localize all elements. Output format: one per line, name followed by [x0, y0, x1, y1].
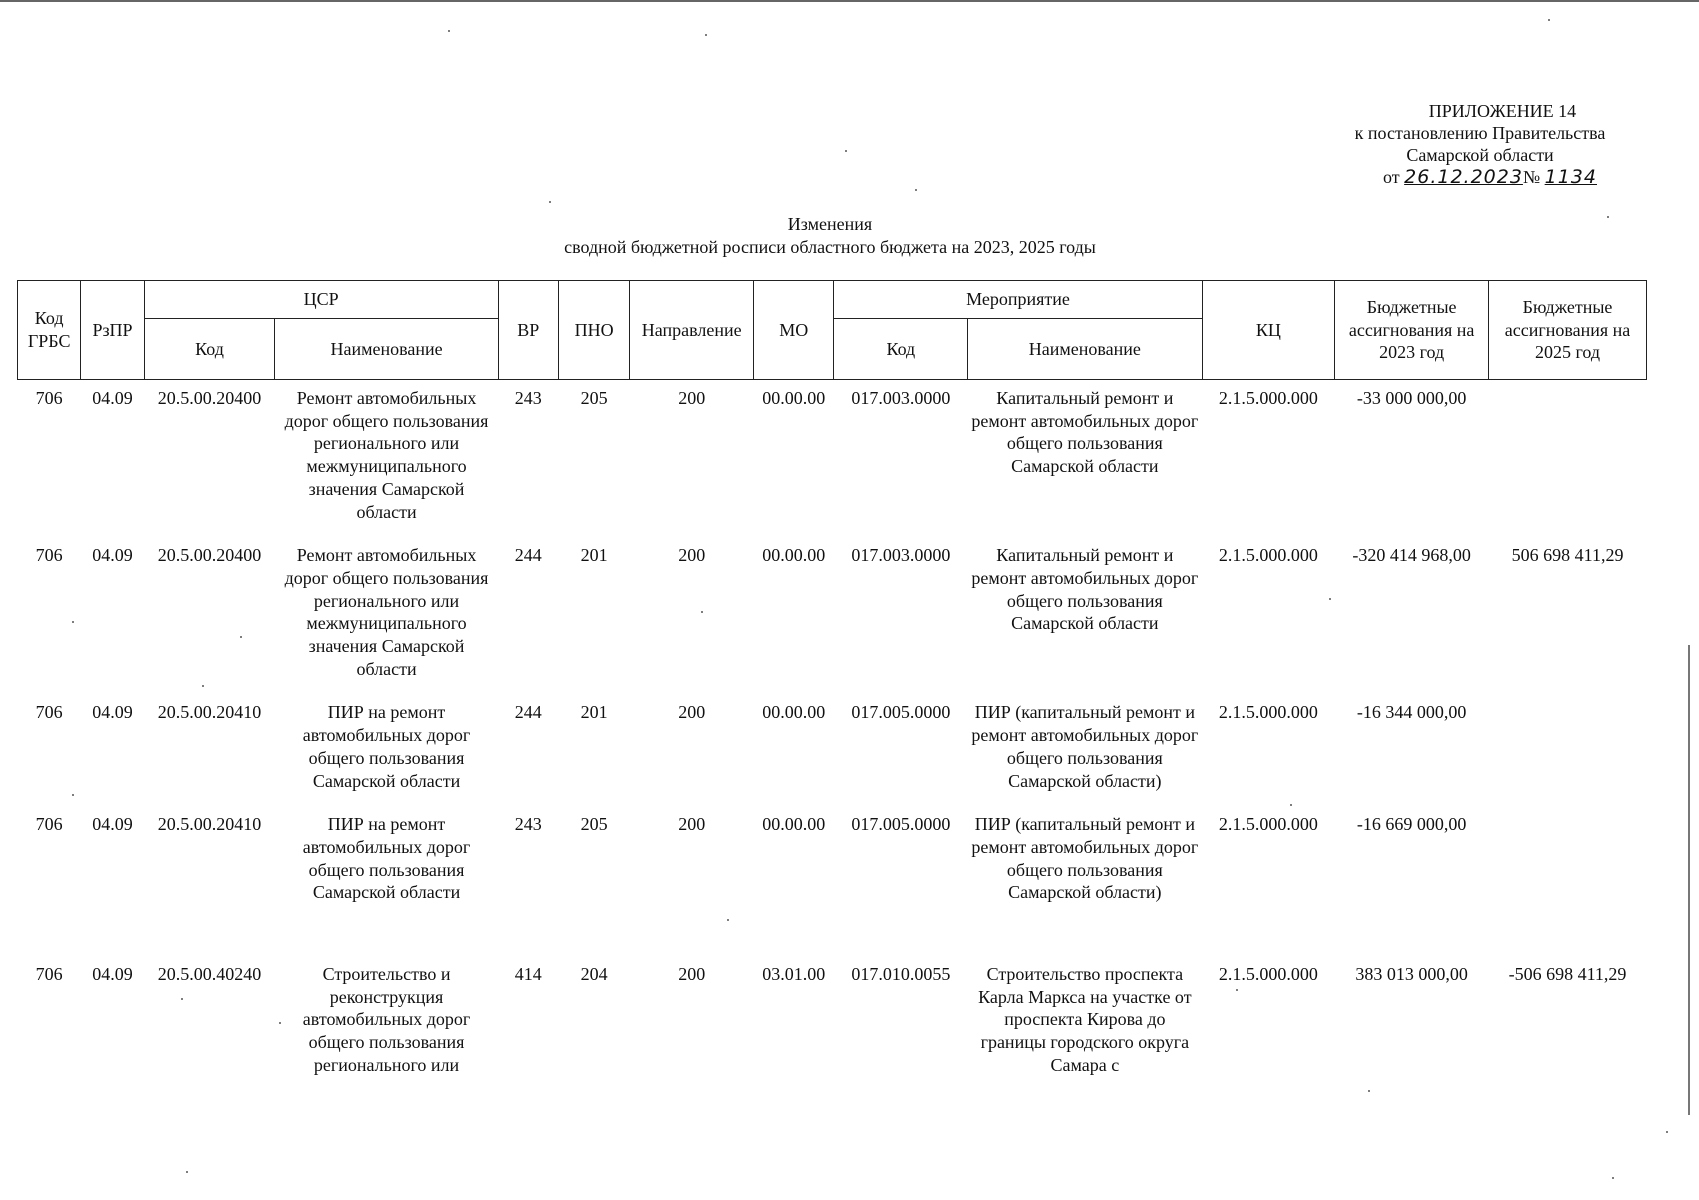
cell-vr: 414: [514, 964, 542, 985]
cell-grbs: 706: [35, 702, 63, 723]
cell-csr-name: Ремонт автомобильных дорог общего пользования регионального или межмуниципального значения Самарской области: [284, 545, 489, 679]
cell-grbs: 706: [35, 388, 63, 408]
appendix-block: [1330, 100, 1630, 188]
appendix-resolution: к постановлению Правительства: [1354, 123, 1606, 143]
cell-rzpr: 04.09: [92, 388, 133, 408]
scan-speck: [72, 621, 74, 623]
cell-alloc-2023: -320 414 968,00: [1352, 545, 1471, 566]
cell-alloc-2025: [1489, 806, 1647, 956]
date-prefix: от: [1383, 167, 1400, 187]
scan-speck: [1368, 1090, 1370, 1092]
number-sign: №: [1522, 167, 1541, 187]
cell-alloc-2025: 506 698 411,29: [1511, 545, 1624, 566]
cell-direction: 200: [678, 814, 706, 835]
header-kc: КЦ: [1202, 281, 1335, 380]
cell-vr: 244: [514, 702, 542, 723]
table-row: [18, 380, 1647, 538]
header-mo: МО: [754, 281, 834, 380]
appendix-region: Самарской области: [1406, 145, 1554, 165]
cell-event-name: ПИР (капитальный ремонт и ремонт автомобильных дорог общего пользования Самарской области): [971, 814, 1199, 903]
cell-vr: 243: [514, 814, 542, 835]
scan-speck: [1666, 1131, 1668, 1133]
cell-alloc-2023: -33 000 000,00: [1356, 388, 1467, 408]
header-grbs: Код ГРБС: [18, 281, 81, 380]
scan-speck: [1612, 1177, 1614, 1179]
table-header: [18, 281, 1647, 380]
scan-speck: [915, 189, 917, 191]
cell-event-name: Строительство проспекта Карла Маркса на участке от проспекта Кирова до границы городского округа Самара с: [978, 964, 1192, 1075]
cell-grbs: 706: [35, 814, 63, 835]
cell-csr-name: ПИР на ремонт автомобильных дорог общего пользования Самарской области: [302, 702, 471, 791]
cell-kc: 2.1.5.000.000: [1218, 814, 1318, 835]
cell-alloc-2025: -506 698 411,29: [1508, 964, 1627, 985]
cell-grbs: 706: [35, 545, 63, 566]
cell-vr: 243: [514, 388, 542, 408]
cell-event-name: Капитальный ремонт и ремонт автомобильных дорог общего пользования Самарской области: [971, 545, 1199, 634]
cell-csr-code: 20.5.00.20410: [157, 814, 262, 835]
document-title: [430, 213, 1230, 259]
cell-rzpr: 04.09: [92, 545, 133, 566]
cell-event-code: 017.003.0000: [851, 545, 951, 566]
scan-speck: [448, 30, 450, 32]
header-csr: ЦСР: [144, 281, 498, 319]
cell-mo: 00.00.00: [762, 388, 826, 408]
cell-pno: 205: [580, 388, 608, 408]
cell-csr-code: 20.5.00.20400: [157, 388, 262, 408]
header-pno: ПНО: [558, 281, 629, 380]
cell-vr: 244: [514, 545, 542, 566]
scan-speck: [1548, 19, 1550, 21]
cell-mo: 00.00.00: [762, 545, 826, 566]
scan-speck: [72, 794, 74, 796]
header-event-name: Наименование: [968, 319, 1202, 380]
cell-event-name: Капитальный ремонт и ремонт автомобильных дорог общего пользования Самарской области: [971, 388, 1199, 477]
scan-speck: [701, 611, 703, 613]
cell-event-code: 017.005.0000: [851, 702, 951, 723]
cell-direction: 200: [678, 702, 706, 723]
scan-speck: [1290, 804, 1292, 806]
scan-speck: [845, 150, 847, 152]
table-row: [18, 537, 1647, 694]
header-rzpr: РзПР: [81, 281, 144, 380]
scan-speck: [549, 201, 551, 203]
cell-kc: 2.1.5.000.000: [1218, 702, 1318, 723]
handwritten-date: 26.12.2023: [1404, 166, 1523, 188]
cell-rzpr: 04.09: [92, 964, 133, 985]
cell-rzpr: 04.09: [92, 814, 133, 835]
title-line-2: сводной бюджетной росписи областного бюджета на 2023, 2025 годы: [564, 237, 1096, 257]
cell-direction: 200: [678, 964, 706, 985]
appendix-date-line: [1330, 166, 1630, 188]
cell-csr-name: Ремонт автомобильных дорог общего пользования регионального или межмуниципального значения Самарской области: [284, 388, 489, 522]
scan-speck: [705, 34, 707, 36]
cell-alloc-2023: -16 344 000,00: [1356, 702, 1467, 723]
cell-pno: 201: [580, 545, 608, 566]
scan-speck: [181, 998, 183, 1000]
header-vr: ВР: [498, 281, 558, 380]
cell-csr-code: 20.5.00.20400: [157, 545, 262, 566]
scan-speck: [1236, 989, 1238, 991]
header-alloc-2025: Бюджетные ассигнования на 2025 год: [1489, 281, 1647, 380]
cell-csr-name: ПИР на ремонт автомобильных дорог общего пользования Самарской области: [302, 814, 471, 903]
cell-event-code: 017.010.0055: [851, 964, 951, 985]
header-direction: Направление: [630, 281, 754, 380]
cell-csr-code: 20.5.00.20410: [157, 702, 262, 723]
appendix-title: ПРИЛОЖЕНИЕ 14: [1428, 101, 1577, 121]
cell-direction: 200: [678, 388, 706, 408]
cell-mo: 00.00.00: [762, 814, 826, 835]
budget-table: [17, 280, 1647, 1077]
table-row: [18, 806, 1647, 956]
scan-right-edge: [1688, 645, 1690, 1115]
scan-top-edge: [0, 0, 1699, 2]
cell-pno: 204: [580, 964, 608, 985]
header-alloc-2023: Бюджетные ассигнования на 2023 год: [1335, 281, 1489, 380]
scan-speck: [1329, 598, 1331, 600]
scan-speck: [1607, 216, 1609, 218]
scan-speck: [186, 1171, 188, 1173]
cell-alloc-2023: -16 669 000,00: [1356, 814, 1467, 835]
cell-pno: 201: [580, 702, 608, 723]
cell-alloc-2025: [1489, 380, 1647, 538]
header-event-code: Код: [834, 319, 968, 380]
header-event: Мероприятие: [834, 281, 1202, 319]
cell-event-code: 017.005.0000: [851, 814, 951, 835]
cell-kc: 2.1.5.000.000: [1218, 545, 1318, 566]
cell-kc: 2.1.5.000.000: [1218, 964, 1318, 985]
header-csr-name: Наименование: [275, 319, 498, 380]
cell-kc: 2.1.5.000.000: [1218, 388, 1318, 408]
cell-mo: 00.00.00: [762, 702, 826, 723]
cell-rzpr: 04.09: [92, 702, 133, 723]
cell-csr-name: Строительство и реконструкция автомобильных дорог общего пользования регионального или: [302, 964, 471, 1075]
cell-alloc-2023: 383 013 000,00: [1355, 964, 1468, 985]
scan-speck: [240, 636, 242, 638]
cell-event-code: 017.003.0000: [851, 388, 951, 408]
scan-speck: [727, 919, 729, 921]
cell-direction: 200: [678, 545, 706, 566]
scan-speck: [279, 1022, 281, 1024]
cell-mo: 03.01.00: [762, 964, 826, 985]
table-row: [18, 694, 1647, 806]
table-row: [18, 956, 1647, 1077]
cell-event-name: ПИР (капитальный ремонт и ремонт автомобильных дорог общего пользования Самарской области): [971, 702, 1199, 791]
header-csr-code: Код: [144, 319, 275, 380]
cell-csr-code: 20.5.00.40240: [157, 964, 262, 985]
handwritten-number: 1134: [1544, 166, 1597, 188]
cell-grbs: 706: [35, 964, 63, 985]
cell-pno: 205: [580, 814, 608, 835]
cell-alloc-2025: [1489, 694, 1647, 806]
table-body: [18, 380, 1647, 1077]
title-line-1: Изменения: [787, 214, 873, 234]
scan-speck: [202, 685, 204, 687]
